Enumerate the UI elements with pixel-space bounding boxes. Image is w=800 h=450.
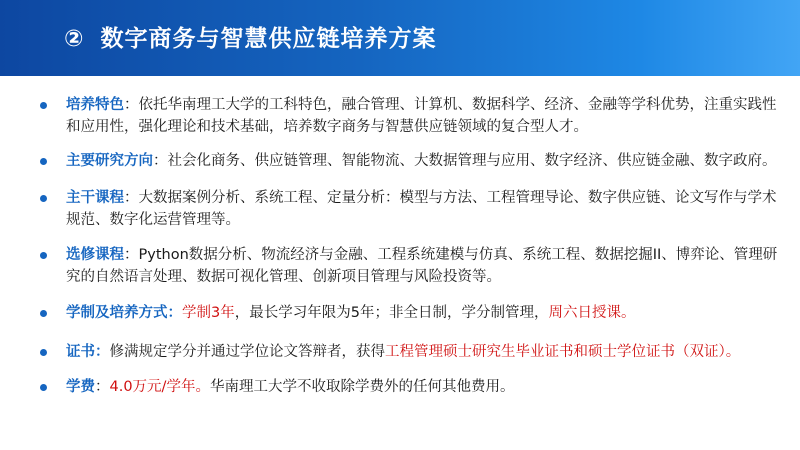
item-separator: ：	[95, 379, 110, 395]
item-text: 华南理工大学不收取除学费外的任何其他费用。	[209, 379, 515, 395]
item-separator: ：	[95, 344, 110, 360]
list-item-certificates	[40, 341, 780, 363]
list-item-core-courses	[40, 187, 780, 231]
item-highlight: 工程管理硕士研究生毕业证书和硕士学位证书（双证）。	[385, 344, 741, 360]
item-text: ，最长学习年限为5年；非全日制，学分制管理，	[234, 305, 549, 321]
section-title: 数字商务与智慧供应链培养方案	[100, 26, 437, 52]
item-label: 选修课程	[66, 247, 124, 263]
item-text: Python数据分析、物流经济与金融、工程系统建模与仿真、系统工程、数据挖掘II、博弈论、管理研究的自然语言处理、数据可视化管理、创新项目管理与风险投资等。	[66, 247, 778, 285]
item-separator: ：	[124, 247, 139, 263]
list-item-tuition	[40, 376, 780, 398]
item-label: 学费	[66, 379, 95, 395]
item-highlight: 4.0万元/学年。	[109, 379, 210, 395]
list-item-research-directions	[40, 150, 780, 172]
header-bar	[0, 0, 800, 76]
list-item-elective-courses	[40, 244, 780, 288]
item-text: 大数据案例分析、系统工程、定量分析：模型与方法、工程管理导论、数字供应链、论文写作与学术规范、数字化运营管理等。	[66, 190, 777, 228]
bullet-icon	[40, 195, 47, 202]
item-separator: ：	[153, 153, 168, 169]
list-item-training-features	[40, 94, 780, 138]
item-separator: ：	[124, 190, 139, 206]
item-text: 修满规定学分并通过学位论文答辩者，获得	[109, 344, 385, 360]
bullet-icon	[40, 310, 47, 317]
bullet-icon	[40, 102, 47, 109]
page-title	[64, 20, 436, 53]
item-text: 社会化商务、供应链管理、智能物流、大数据管理与应用、数字经济、供应链金融、数字政府。	[167, 153, 777, 169]
bullet-icon	[40, 252, 47, 259]
bullet-icon	[40, 158, 47, 165]
item-label: 培养特色	[66, 97, 124, 113]
item-separator: ：	[167, 305, 182, 321]
item-label: 证书	[66, 344, 95, 360]
bullet-icon	[40, 384, 47, 391]
item-separator: ：	[124, 97, 139, 113]
item-text: 依托华南理工大学的工科特色，融合管理、计算机、数据科学、经济、金融等学科优势，注重实践性和应用性，强化理论和技术基础，培养数字商务与智慧供应链领域的复合型人才。	[66, 97, 777, 135]
item-label: 主干课程	[66, 190, 124, 206]
list-item-program-format	[40, 302, 780, 324]
item-label: 主要研究方向	[66, 153, 153, 169]
bullet-icon	[40, 349, 47, 356]
item-label: 学制及培养方式	[66, 305, 168, 321]
item-highlight: 学制3年	[182, 305, 235, 321]
item-highlight: 周六日授课。	[548, 305, 636, 321]
section-number: ②	[64, 26, 85, 52]
